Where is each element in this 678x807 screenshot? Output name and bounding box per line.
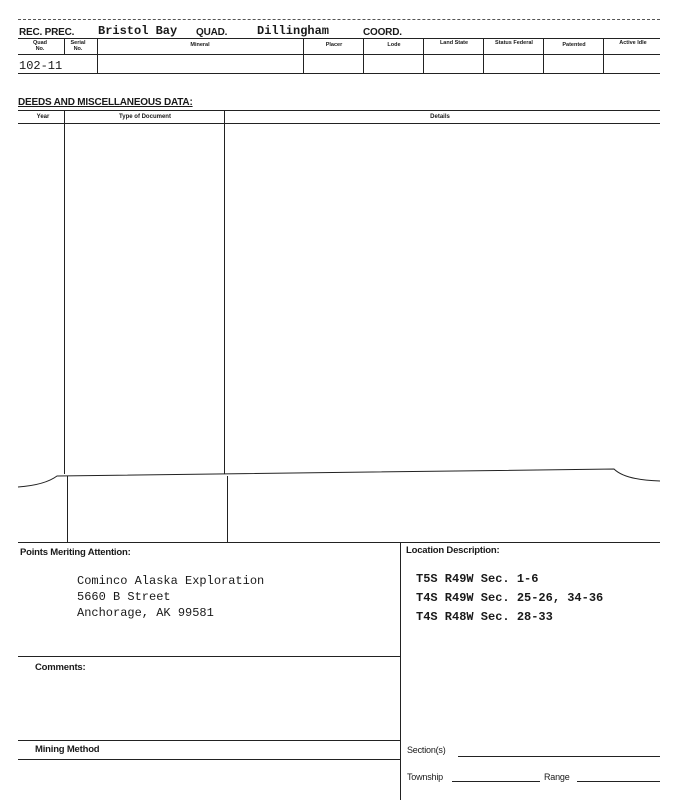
location-line-3: T4S R48W Sec. 28-33 — [416, 610, 553, 624]
points-rule-bottom — [18, 656, 400, 657]
col-patented: Patented — [562, 42, 586, 48]
col-active-idle: Active Idle — [619, 40, 647, 46]
header-rule-1 — [18, 38, 660, 39]
lower-center-divider — [400, 542, 401, 800]
header-rule-2 — [18, 54, 660, 55]
deeds-rule-bottom — [18, 542, 660, 543]
col-mineral: Mineral — [190, 42, 210, 48]
quad-no-value: 102-11 — [19, 59, 63, 73]
col-status-federal: Status Federal — [495, 40, 533, 46]
col-land-status: Land State — [439, 40, 469, 46]
comments-label: Comments: — [35, 662, 86, 673]
col-type-of-document: Type of Document — [119, 114, 171, 120]
quad-value: Dillingham — [257, 24, 330, 38]
vsep-patented-active — [603, 38, 604, 73]
deeds-vsep-year-lower — [67, 476, 68, 542]
page-fold-curve — [0, 460, 678, 500]
col-serial-no: Serial No. — [70, 40, 86, 52]
deeds-vsep-type — [224, 110, 225, 474]
location-line-2: T4S R49W Sec. 25-26, 34-36 — [416, 591, 604, 605]
vsep-mineral-placer — [303, 38, 304, 73]
coord-label: COORD. — [363, 27, 402, 38]
top-rule — [18, 19, 660, 20]
vsep-serial-mineral — [97, 38, 98, 73]
vsep-lode-land — [423, 38, 424, 73]
points-label: Points Meriting Attention: — [20, 547, 131, 558]
vsep-placer-lode — [363, 38, 364, 73]
col-placer: Placer — [325, 42, 343, 48]
comments-rule-bottom — [18, 740, 400, 741]
township-label: Township — [407, 772, 443, 782]
township-line — [452, 781, 540, 782]
sections-label: Section(s) — [407, 745, 446, 755]
quad-label: QUAD. — [196, 27, 228, 38]
location-label: Location Description: — [406, 545, 500, 556]
points-line-2: 5660 B Street — [77, 590, 171, 604]
location-line-1: T5S R49W Sec. 1-6 — [416, 572, 539, 586]
rec-prec-label: REC. PREC. — [19, 27, 75, 38]
col-year: Year — [36, 114, 50, 120]
mining-method-rule — [18, 759, 400, 760]
mining-method-label: Mining Method — [35, 744, 100, 755]
vsep-land-status — [483, 38, 484, 73]
range-label: Range — [544, 772, 570, 782]
vsep-status-patented — [543, 38, 544, 73]
col-details: Details — [430, 114, 450, 120]
col-lode: Lode — [387, 42, 401, 48]
header-rule-3 — [18, 73, 660, 74]
points-line-3: Anchorage, AK 99581 — [77, 606, 214, 620]
deeds-vsep-year — [64, 110, 65, 474]
deeds-rule-header — [18, 123, 660, 124]
rec-prec-value: Bristol Bay — [98, 24, 178, 38]
range-line — [577, 781, 660, 782]
deeds-title: DEEDS AND MISCELLANEOUS DATA: — [18, 97, 193, 108]
sections-line — [458, 756, 660, 757]
vsep-quad-serial — [64, 38, 65, 54]
deeds-vsep-type-lower — [227, 476, 228, 542]
deeds-rule-top — [18, 110, 660, 111]
col-quad-no: Quad No. — [32, 40, 48, 52]
points-line-1: Cominco Alaska Exploration — [77, 574, 265, 588]
